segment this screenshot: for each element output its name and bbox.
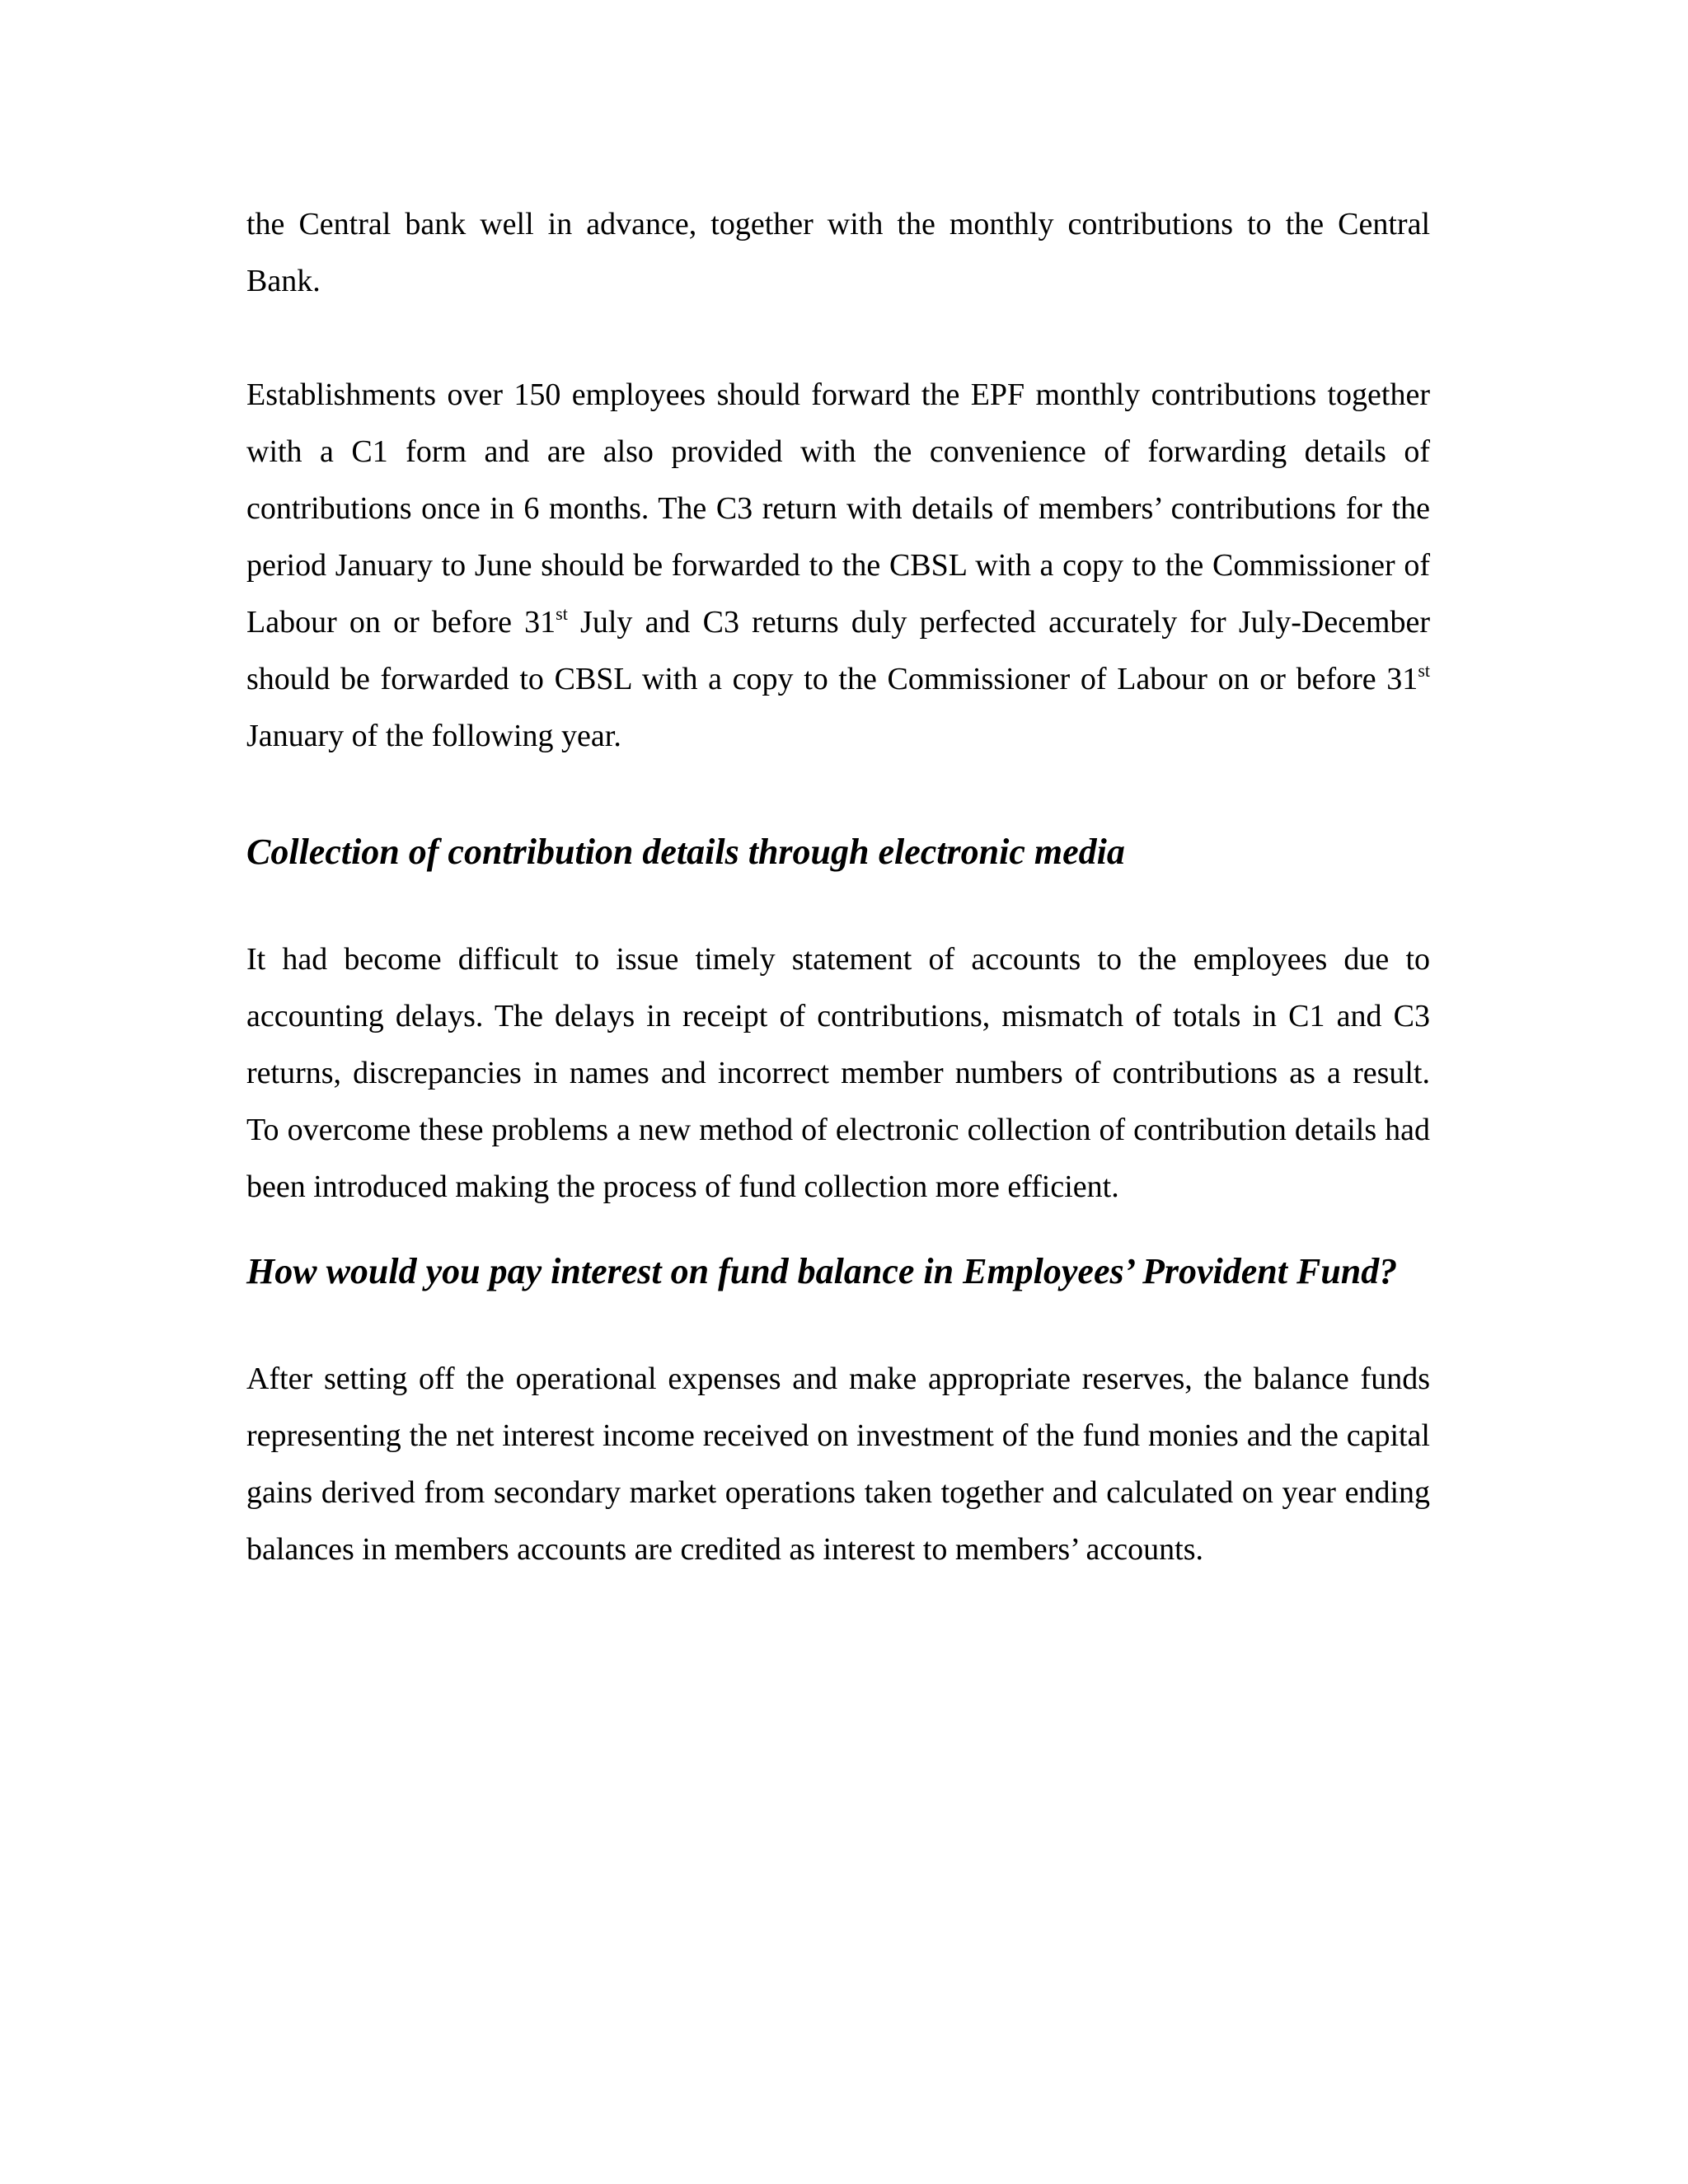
paragraph-accounting-delays: It had become difficult to issue timely statement of accounts to the employees due to accounting delays. The delays in receipt of contributions, mismatch of totals in C1 and C3 returns, discrepancies in names and incorrect member numbers of contributions as a result. To overcome these problems a new method of electronic collection of contribution details had been introduced making the process of fund collection more efficient. (246, 942, 1470, 1204)
heading-interest-payment: How would you pay interest on fund balance in Employees’ Provident Fund? (246, 1251, 1398, 1291)
paragraph-establishments (246, 367, 1430, 765)
superscript-st-2: st (1418, 660, 1430, 681)
paragraph-central-bank: the Central bank well in advance, together with the monthly contributions to the Central Bank. (246, 207, 1430, 298)
heading-electronic-collection: Collection of contribution details through electronic media (246, 832, 1125, 872)
document-body (246, 196, 1470, 1578)
paragraph-establishments-part1: Establishments over 150 employees should forward the EPF monthly contributions together with a C1 form and are also provided with the convenience of forwarding details of contributions once in 6 months. The C3 return with details of members’ contributions for the period January to June should be forwarded to the CBSL with a copy to the Commissioner of Labour on or before 31 (246, 377, 1430, 640)
paragraph-establishments-part2: July and C3 returns duly perfected accurately for July-December should be forwarded to CBSL with a copy to the Commissioner of Labour on or before 31 (246, 605, 1430, 696)
superscript-st-1: st (556, 603, 568, 624)
paragraph-interest-credit: After setting off the operational expenses and make appropriate reserves, the balance funds representing the net interest income received on investment of the fund monies and the capital gains derived from secondary market operations taken together and calculated on year ending balances in members accounts are credited as interest to members’ accounts. (246, 1361, 1430, 1567)
paragraph-establishments-part3: January of the following year. (246, 719, 621, 753)
